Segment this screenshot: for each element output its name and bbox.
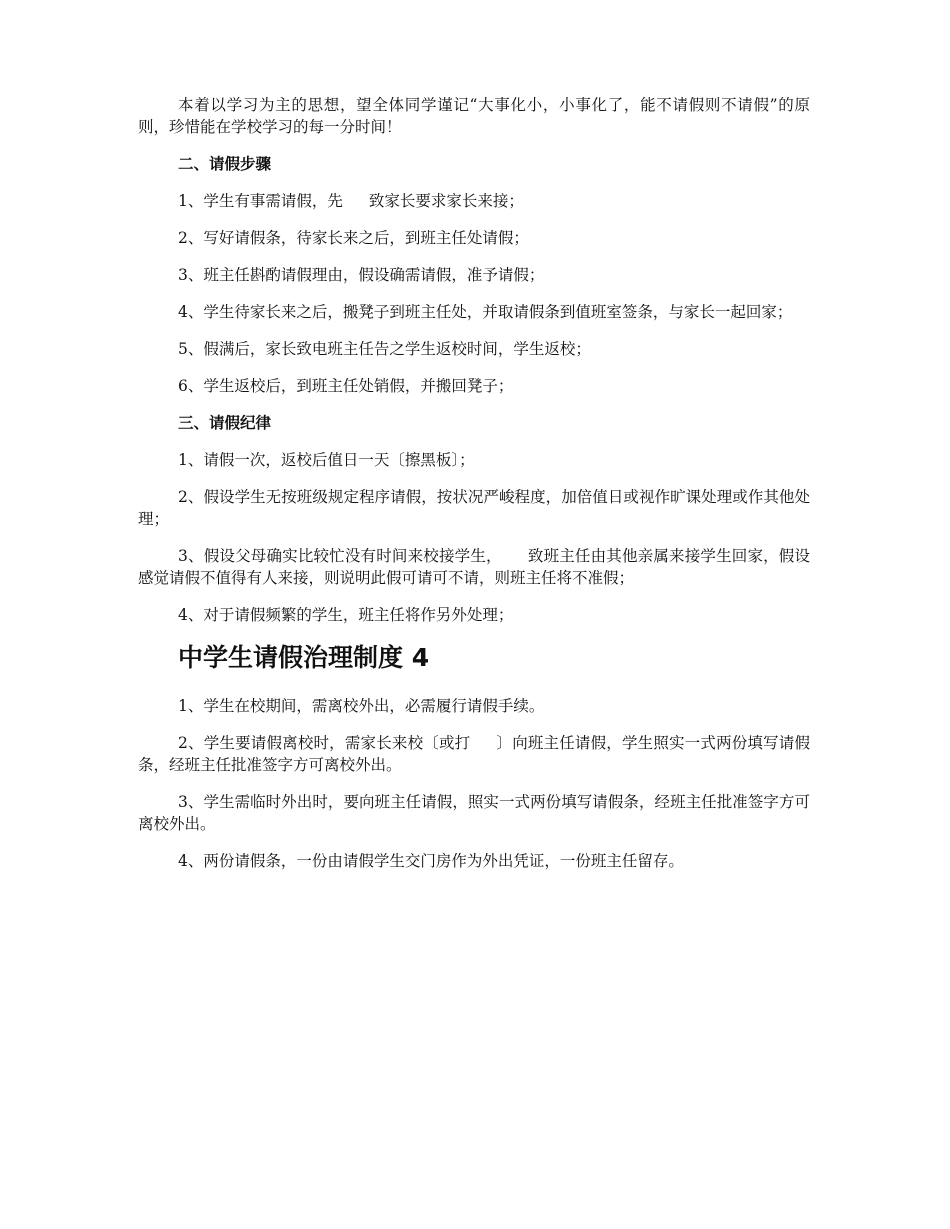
discipline-rule-3 [138,545,810,589]
policy-item-2 [138,732,810,776]
leave-step-1-part-a: 1、学生有事需请假，先 [178,192,343,210]
policy-item-1: 1、学生在校期间，需离校外出，必需履行请假手续。 [178,697,545,715]
policy-item-2-part-b: 〕向班主任请假，学生照实一式两份填写请假条，经班主任批准签字方可离校外出。 [138,734,810,774]
leave-step-3: 3、班主任斟酌请假理由，假设确需请假，准予请假； [178,266,545,284]
discipline-rule-3-part-b: 致班主任由其他亲属来接学生回家，假设感觉请假不值得有人来接，则说明此假可请可不请，则班主任将不准假； [138,547,810,587]
leave-step-1-part-b: 致家长要求家长来接； [368,192,524,210]
discipline-rule-4: 4、对于请假频繁的学生，班主任将作另外处理； [178,606,514,624]
discipline-rule-3-part-a: 3、假设父母确实比较忙没有时间来校接学生， [178,547,502,565]
section-heading-leave-discipline: 三、请假纪律 [178,414,272,432]
document-page [138,94,810,887]
intro-paragraph: 本着以学习为主的思想，望全体同学谨记“大事化小，小事化了，能不请假则不请假”的原则，珍惜能在学校学习的每一分时间！ [138,96,810,136]
leave-step-4: 4、学生待家长来之后，搬凳子到班主任处，并取请假条到值班室签条，与家长一起回家； [178,303,793,321]
policy-item-2-part-a: 2、学生要请假离校时，需家长来校〔或打 [178,734,471,752]
discipline-rule-2: 2、假设学生无按班级规定程序请假，按状况严峻程度，加倍值日或视作旷课处理或作其他处理； [138,488,810,528]
leave-step-2: 2、写好请假条，待家长来之后，到班主任处请假； [178,229,529,247]
leave-step-1 [138,190,810,212]
document-title: 中学生请假治理制度 4 [178,643,430,672]
policy-item-3: 3、学生需临时外出时，要向班主任请假，照实一式两份填写请假条，经班主任批准签字方可离校外出。 [138,793,810,833]
leave-step-5: 5、假满后，家长致电班主任告之学生返校时间，学生返校； [178,340,591,358]
policy-item-4: 4、两份请假条，一份由请假学生交门房作为外出凭证，一份班主任留存。 [178,852,684,870]
discipline-rule-1: 1、请假一次，返校后值日一天〔擦黑板〕； [178,451,475,469]
section-heading-leave-steps: 二、请假步骤 [178,155,272,173]
leave-step-6: 6、学生返校后，到班主任处销假，并搬回凳子； [178,377,514,395]
